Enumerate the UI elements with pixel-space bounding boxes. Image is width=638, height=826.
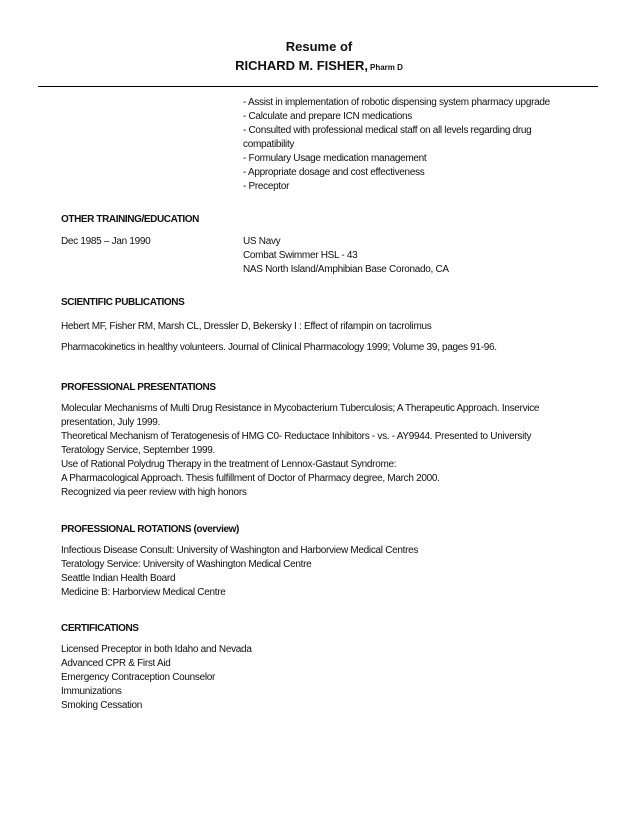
- rotation-item: Medicine B: Harborview Medical Centre: [61, 587, 226, 598]
- other-training-line: Combat Swimmer HSL - 43: [243, 250, 358, 261]
- rotations-list: [61, 544, 418, 600]
- certification-item: Licensed Preceptor in both Idaho and Nevada: [61, 644, 252, 655]
- presentations-heading: PROFESSIONAL PRESENTATIONS: [61, 382, 216, 393]
- publication-line: Pharmacokinetics in healthy volunteers. Journal of Clinical Pharmacology 1999; Volume 39, pages 91-96.: [61, 342, 497, 353]
- other-training-heading: OTHER TRAINING/EDUCATION: [61, 214, 199, 225]
- resume-title: Resume of: [285, 39, 353, 54]
- candidate-name-line: [0, 57, 638, 76]
- publications-heading: SCIENTIFIC PUBLICATIONS: [61, 297, 185, 308]
- certification-item: Smoking Cessation: [61, 700, 143, 711]
- presentation-line: Theoretical Mechanism of Teratogenesis of HMG C0- Reductace Inhibitors - vs. - AY9944. Presented to University: [61, 431, 532, 442]
- presentation-line: presentation, July 1999.: [61, 417, 160, 428]
- header-divider: [38, 86, 598, 87]
- publication-line: Hebert MF, Fisher RM, Marsh CL, Dressler D, Bekersky I : Effect of rifampin on tacrolimus: [61, 321, 432, 332]
- duty-item: - Assist in implementation of robotic dispensing system pharmacy upgrade: [243, 97, 550, 108]
- certifications-heading: CERTIFICATIONS: [61, 623, 139, 634]
- presentations-list: [61, 402, 539, 500]
- certification-item: Immunizations: [61, 686, 122, 697]
- presentation-line: Recognized via peer review with high honors: [61, 487, 247, 498]
- candidate-name: RICHARD M. FISHER,: [235, 58, 368, 73]
- duty-item: - Consulted with professional medical staff on all levels regarding drug: [243, 125, 532, 136]
- other-training-details: [243, 235, 449, 277]
- candidate-credential: Pharm D: [369, 63, 403, 72]
- duty-item: - Appropriate dosage and cost effectiveness: [243, 167, 425, 178]
- resume-header: [0, 38, 638, 76]
- presentation-line: Use of Rational Polydrug Therapy in the treatment of Lennox-Gastaut Syndrome:: [61, 459, 397, 470]
- duty-item: compatibility: [243, 139, 295, 150]
- presentation-line: Molecular Mechanisms of Multi Drug Resistance in Mycobacterium Tuberculosis; A Therapeutic Approach. Inservice: [61, 403, 540, 414]
- other-training-line: NAS North Island/Amphibian Base Coronado, CA: [243, 264, 449, 275]
- certification-item: Advanced CPR & First Aid: [61, 658, 171, 669]
- rotation-item: Infectious Disease Consult: University of Washington and Harborview Medical Centres: [61, 545, 419, 556]
- duty-item: - Preceptor: [243, 181, 290, 192]
- certification-item: Emergency Contraception Counselor: [61, 672, 216, 683]
- presentation-line: A Pharmacological Approach. Thesis fulfillment of Doctor of Pharmacy degree, March 2000.: [61, 473, 440, 484]
- rotations-heading: PROFESSIONAL ROTATIONS (overview): [61, 524, 239, 535]
- presentation-line: Teratology Service, September 1999.: [61, 445, 216, 456]
- rotation-item: Seattle Indian Health Board: [61, 573, 176, 584]
- other-training-dates: Dec 1985 – Jan 1990: [61, 236, 151, 247]
- duty-item: - Formulary Usage medication management: [243, 153, 427, 164]
- certifications-list: [61, 643, 252, 713]
- other-training-line: US Navy: [243, 236, 281, 247]
- duty-item: - Calculate and prepare ICN medications: [243, 111, 412, 122]
- rotation-item: Teratology Service: University of Washington Medical Centre: [61, 559, 312, 570]
- duties-list: [243, 96, 550, 194]
